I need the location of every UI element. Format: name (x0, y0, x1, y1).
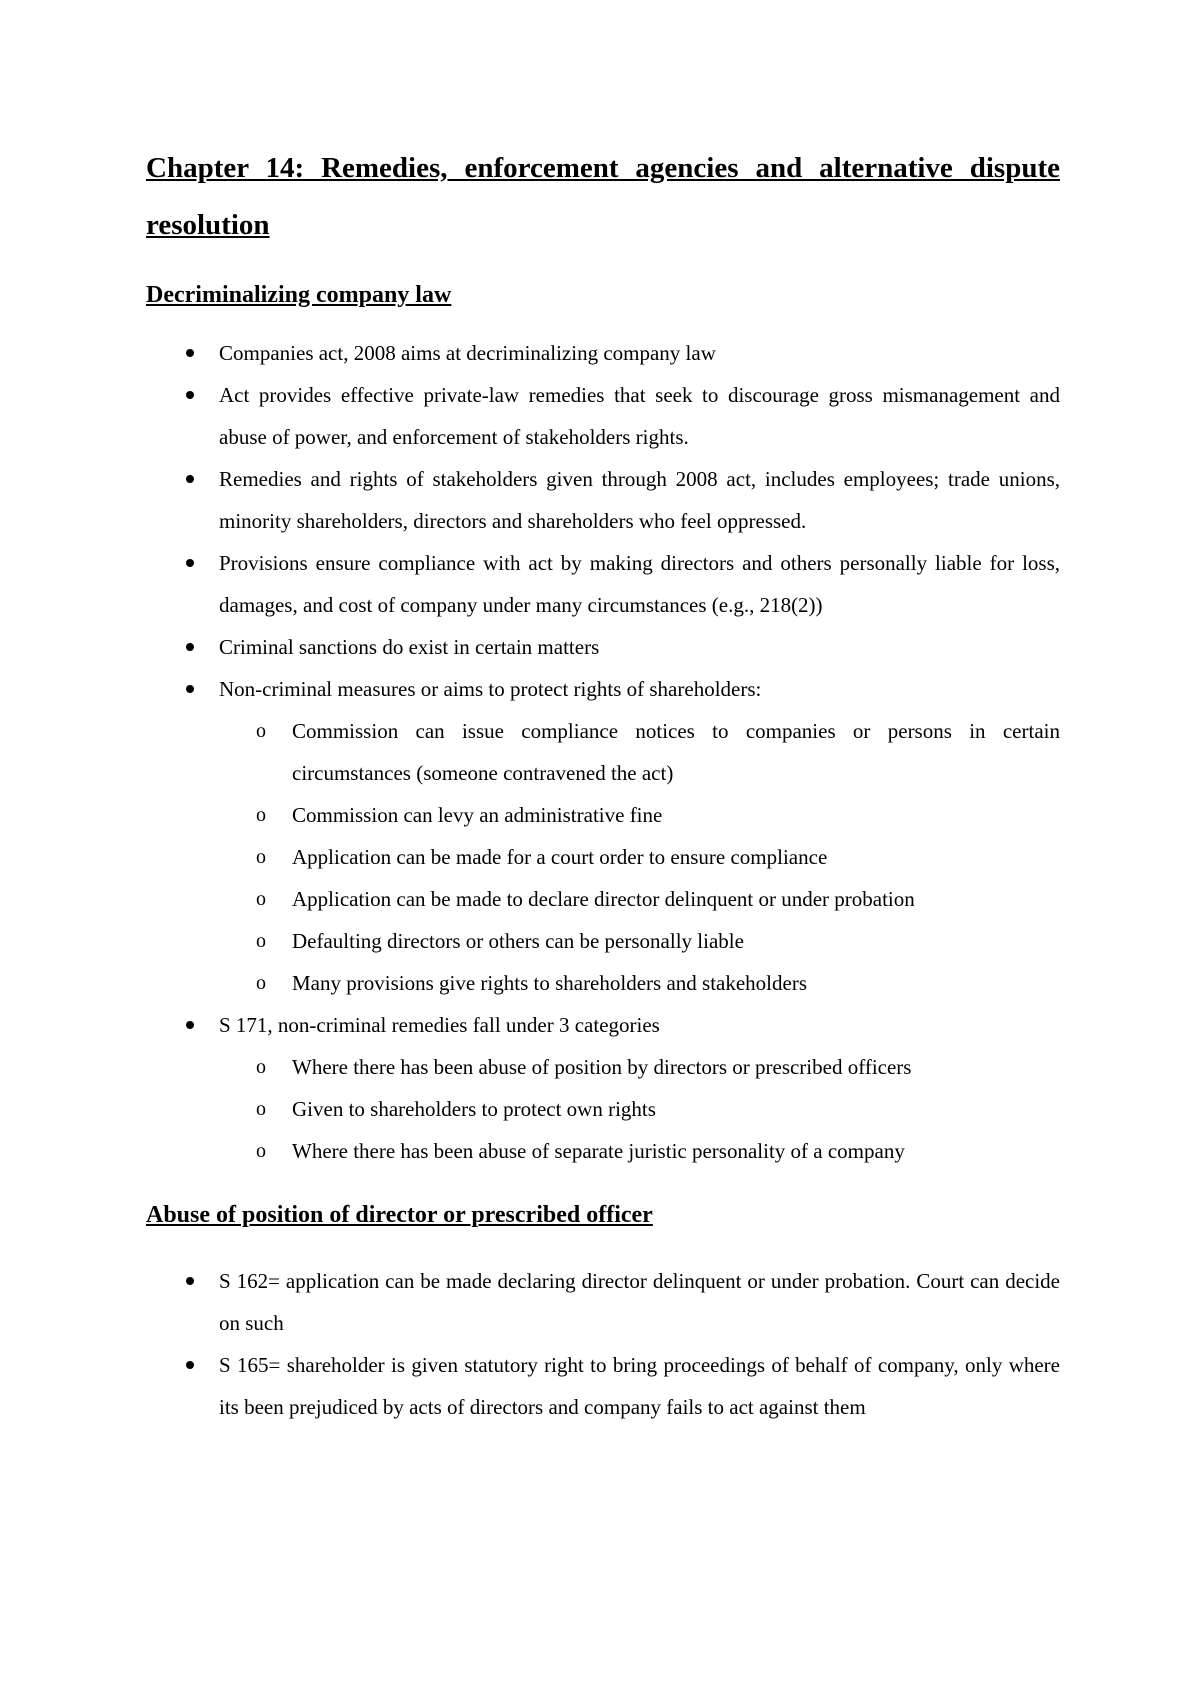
list-item (146, 668, 1060, 1004)
chapter-title: Chapter 14: Remedies, enforcement agencies and alternative dispute resolution (146, 152, 1060, 241)
bullet-icon (186, 643, 194, 651)
list-item (146, 332, 1060, 374)
sub-bullet-icon: o (256, 1056, 266, 1078)
bullet-icon (186, 391, 194, 399)
list-item (146, 626, 1060, 668)
section-heading-decriminalizing: Decriminalizing company law (146, 282, 452, 308)
sub-bullet-icon: o (256, 720, 266, 742)
sub-list-item-text: Many provisions give rights to shareholders and stakeholders (292, 971, 807, 995)
sub-list-item (146, 794, 1060, 836)
bullet-icon (186, 1361, 194, 1369)
sub-list-non-criminal-measures (146, 710, 1060, 1004)
sub-list-remedy-categories (146, 1046, 1060, 1172)
sub-list-item (146, 878, 1060, 920)
sub-bullet-icon: o (256, 888, 266, 910)
sub-bullet-icon: o (256, 846, 266, 868)
section-heading-abuse-of-position: Abuse of position of director or prescribed officer (146, 1202, 653, 1228)
list-item (146, 1004, 1060, 1172)
bullet-icon (186, 475, 194, 483)
bullet-icon (186, 559, 194, 567)
list-item-text: S 165= shareholder is given statutory right to bring proceedings of behalf of company, only where its been prejudiced by acts of directors and company fails to act against them (219, 1353, 1060, 1419)
sub-list-item-text: Application can be made for a court order to ensure compliance (292, 845, 828, 869)
sub-list-item (146, 962, 1060, 1004)
list-item-text: Criminal sanctions do exist in certain matters (219, 635, 600, 659)
list-item-text: Remedies and rights of stakeholders given through 2008 act, includes employees; trade unions, minority shareholders, directors and shareholders who feel oppressed. (219, 467, 1060, 533)
sub-list-item (146, 836, 1060, 878)
sub-bullet-icon: o (256, 804, 266, 826)
list-item (146, 1344, 1060, 1428)
sub-list-item-text: Where there has been abuse of position by directors or prescribed officers (292, 1055, 912, 1079)
sub-list-item (146, 1130, 1060, 1172)
list-item-text: Non-criminal measures or aims to protect rights of shareholders: (219, 677, 762, 701)
bullet-icon (186, 1021, 194, 1029)
bullet-icon (186, 349, 194, 357)
list-item-text: S 171, non-criminal remedies fall under 3 categories (219, 1013, 660, 1037)
list-item-text: S 162= application can be made declaring director delinquent or under probation. Court can decide on such (219, 1269, 1060, 1335)
sub-list-item-text: Defaulting directors or others can be personally liable (292, 929, 744, 953)
bullet-list-abuse-of-position (146, 1260, 1060, 1428)
sub-bullet-icon: o (256, 930, 266, 952)
sub-list-item-text: Where there has been abuse of separate juristic personality of a company (292, 1139, 905, 1163)
list-item (146, 374, 1060, 458)
bullet-icon (186, 1277, 194, 1285)
list-item (146, 1260, 1060, 1344)
bullet-list-decriminalizing (146, 332, 1060, 1172)
sub-bullet-icon: o (256, 1140, 266, 1162)
sub-list-item-text: Commission can issue compliance notices to companies or persons in certain circumstances (someone contravened the act) (292, 719, 1060, 785)
list-item-text: Provisions ensure compliance with act by making directors and others personally liable for loss, damages, and cost of company under many circumstances (e.g., 218(2)) (219, 551, 1060, 617)
sub-list-item (146, 920, 1060, 962)
bullet-icon (186, 685, 194, 693)
sub-list-item (146, 710, 1060, 794)
list-item-text: Companies act, 2008 aims at decriminalizing company law (219, 341, 716, 365)
sub-list-item-text: Given to shareholders to protect own rights (292, 1097, 656, 1121)
sub-list-item (146, 1046, 1060, 1088)
sub-bullet-icon: o (256, 1098, 266, 1120)
list-item (146, 458, 1060, 542)
list-item-text: Act provides effective private-law remedies that seek to discourage gross mismanagement and abuse of power, and enforcement of stakeholders rights. (219, 383, 1060, 449)
sub-list-item-text: Commission can levy an administrative fine (292, 803, 663, 827)
sub-bullet-icon: o (256, 972, 266, 994)
sub-list-item (146, 1088, 1060, 1130)
sub-list-item-text: Application can be made to declare director delinquent or under probation (292, 887, 915, 911)
list-item (146, 542, 1060, 626)
document-page (146, 140, 1060, 1428)
